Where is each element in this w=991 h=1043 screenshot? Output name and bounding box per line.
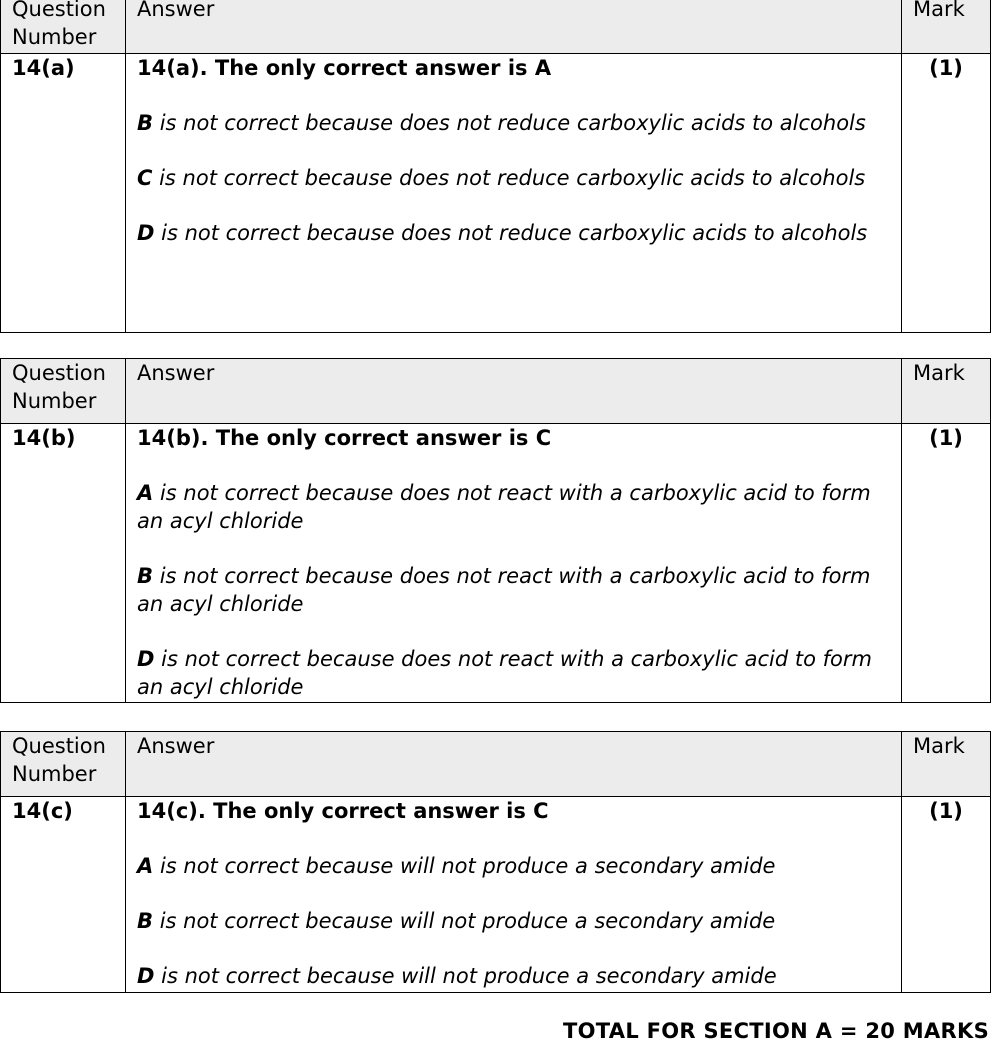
answer-cell	[126, 424, 902, 703]
header-mark: Mark	[902, 359, 991, 424]
table-row	[1, 797, 991, 993]
distractor-reason	[137, 907, 890, 935]
reason-text: is not correct because does not reduce carboxylic acids to alcohols	[152, 166, 866, 190]
answer-cell	[126, 797, 902, 993]
reason-text: is not correct because will not produce a secondary amide	[154, 964, 777, 988]
header-answer: Answer	[126, 0, 902, 54]
section-total: TOTAL FOR SECTION A = 20 MARKS	[563, 1019, 989, 1043]
distractor-reason	[137, 479, 890, 535]
table-header-row	[1, 732, 991, 797]
question-id: 14(a)	[1, 54, 126, 333]
header-answer: Answer	[126, 359, 902, 424]
question-id: 14(c)	[1, 797, 126, 993]
header-question-number: Question Number	[1, 0, 126, 54]
answer-cell	[126, 54, 902, 333]
header-mark: Mark	[902, 0, 991, 54]
header-question-number: Question Number	[1, 359, 126, 424]
correct-answer-statement: 14(c). The only correct answer is C	[137, 799, 549, 823]
header-question-number: Question Number	[1, 732, 126, 797]
reason-text: is not correct because does not react with a carboxylic acid to form an acyl chloride	[137, 481, 871, 533]
reason-text: is not correct because will not produce a secondary amide	[153, 854, 776, 878]
mark-value: (1)	[902, 797, 991, 993]
option-letter: D	[137, 964, 155, 988]
mark-value: (1)	[902, 424, 991, 703]
option-letter: B	[137, 111, 154, 135]
distractor-reason	[137, 645, 890, 701]
question-id: 14(b)	[1, 424, 126, 703]
reason-text: is not correct because will not produce a secondary amide	[153, 909, 776, 933]
question-table-14c	[0, 731, 991, 993]
distractor-reason	[137, 109, 890, 137]
table-header-row	[1, 359, 991, 424]
table-header-row	[1, 0, 991, 54]
reason-text: is not correct because does not reduce carboxylic acids to alcohols	[153, 111, 866, 135]
header-answer: Answer	[126, 732, 902, 797]
correct-answer-statement: 14(a). The only correct answer is A	[137, 56, 552, 80]
reason-text: is not correct because does not react with a carboxylic acid to form an acyl chloride	[137, 647, 872, 699]
option-letter: D	[137, 647, 155, 671]
distractor-reason	[137, 219, 890, 247]
question-table-14a	[0, 0, 991, 333]
distractor-reason	[137, 164, 890, 192]
option-letter: D	[137, 221, 155, 245]
question-table-14b	[0, 358, 991, 703]
table-row	[1, 54, 991, 333]
reason-text: is not correct because does not reduce carboxylic acids to alcohols	[154, 221, 868, 245]
distractor-reason	[137, 962, 890, 990]
option-letter: B	[137, 909, 154, 933]
mark-value: (1)	[902, 54, 991, 333]
option-letter: C	[137, 166, 153, 190]
distractor-reason	[137, 852, 890, 880]
header-mark: Mark	[902, 732, 991, 797]
option-letter: A	[137, 854, 154, 878]
correct-answer-statement: 14(b). The only correct answer is C	[137, 426, 552, 450]
table-row	[1, 424, 991, 703]
option-letter: A	[137, 481, 154, 505]
option-letter: B	[137, 564, 154, 588]
distractor-reason	[137, 562, 890, 618]
reason-text: is not correct because does not react with a carboxylic acid to form an acyl chloride	[137, 564, 871, 616]
